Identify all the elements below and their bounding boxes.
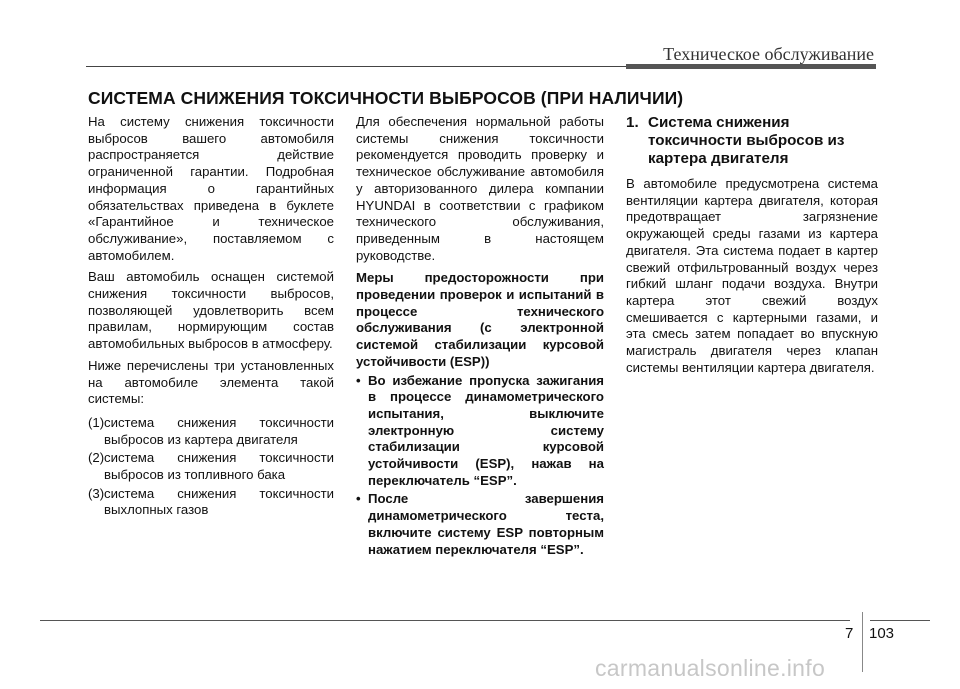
- paragraph: Для обеспечения нормальной работы системы снижения токсичности рекомендуется проводить проверку и техническое обслуживание автомобиля у авторизованного дилера компании HYUNDAI в соответствии с графиком технического обслуживания, приведенным в настоящем руководстве.: [356, 114, 604, 263]
- bullet-text: Во избежание пропуска зажигания в процессе динамометрического испытания, выключите электронную систему стабилизации курсовой устойчивости (ESP), нажав на переключатель “ESP”.: [368, 372, 604, 488]
- watermark: carmanualsonline.info: [595, 655, 826, 681]
- section-header: Техническое обслуживание: [663, 44, 874, 64]
- header-rule: [86, 66, 626, 67]
- bullet-icon: •: [356, 491, 361, 507]
- column-right: [626, 114, 878, 381]
- list-item: [88, 450, 334, 483]
- column-left: [88, 114, 334, 521]
- page-title: СИСТЕМА СНИЖЕНИЯ ТОКСИЧНОСТИ ВЫБРОСОВ (ПРИ НАЛИЧИИ): [88, 88, 684, 108]
- bullet-item: [356, 373, 604, 490]
- footer-rule: [870, 620, 930, 621]
- list-item: [88, 486, 334, 519]
- section-heading-number: 1.: [626, 114, 639, 131]
- footer-divider: [862, 612, 863, 672]
- bullet-item: [356, 491, 604, 558]
- header-bar: [626, 64, 876, 69]
- bullet-text: После завершения динамометрического теста, включите систему ESP повторным нажатием переключателя “ESP”.: [368, 491, 604, 557]
- precautions-heading: Меры предосторожности при проведении проверок и испытаний в процессе технического обслуживания (с электронной системой стабилизации курсовой устойчивости (ESP)): [356, 270, 604, 369]
- chapter-number: 7: [845, 625, 854, 642]
- page-number: 103: [869, 625, 895, 642]
- paragraph: На систему снижения токсичности выбросов вашего автомобиля распространяется действие ограниченной гарантии. Подробная информация о гарантийных обязательствах приведена в буклете «Гарантийное и техническое обслуживание», поставляемом с автомобилем.: [88, 114, 334, 263]
- section-heading-text: Система снижения токсичности выбросов из картера двигателя: [648, 114, 845, 167]
- list-item-number: (2): [88, 450, 105, 466]
- list-item-text: система снижения токсичности выхлопных газов: [104, 485, 334, 518]
- list-item-number: (1): [88, 414, 105, 430]
- list-item-number: (3): [88, 485, 105, 501]
- section-heading: [626, 114, 878, 168]
- precautions-list: [356, 373, 604, 559]
- footer-rule: [40, 620, 850, 621]
- bullet-icon: •: [356, 372, 361, 388]
- systems-list: [88, 415, 334, 519]
- list-item-text: система снижения токсичности выбросов из топливного бака: [104, 450, 334, 483]
- paragraph: Ваш автомобиль оснащен системой снижения токсичности выбросов, позволяющей удовлетворить всем правилам, нормирующим состав автомобильных выбросов в атмосферу.: [88, 269, 334, 352]
- list-item-text: система снижения токсичности выбросов из картера двигателя: [104, 414, 334, 447]
- paragraph: В автомобиле предусмотрена система вентиляции картера двигателя, которая предотвращает загрязнение окружающей среды газами из картера двигателя. Эта система подает в картер свежий отфильтрованный воздух через гибкий шланг подачи воздуха. Внутри картера этот свежий воздух смешивается с картерными газами, и эта смесь затем попадает во впускную магистраль двигателя через клапан системы вентиляции картера двигателя.: [626, 176, 878, 375]
- paragraph: Ниже перечислены три установленных на автомобиле элемента такой системы:: [88, 357, 334, 407]
- column-middle: [356, 114, 604, 558]
- list-item: [88, 415, 334, 448]
